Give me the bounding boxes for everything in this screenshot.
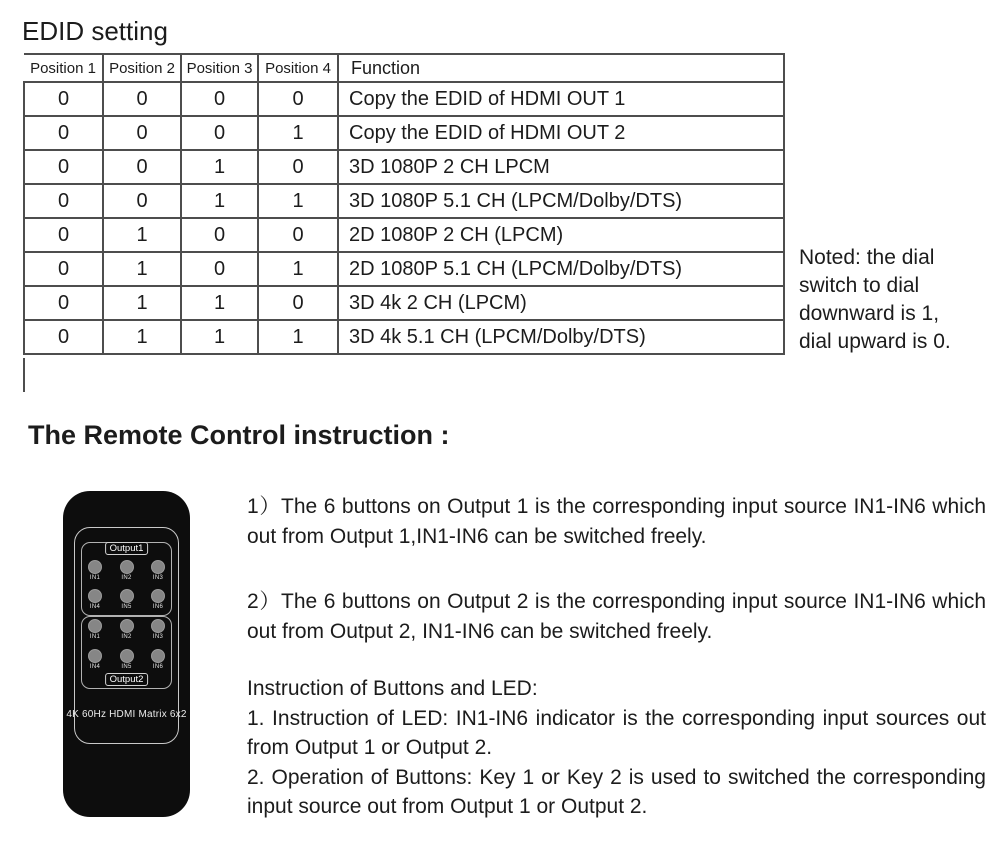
button-label: IN6 bbox=[152, 604, 164, 610]
table-cell: 0 bbox=[24, 150, 103, 184]
header-function: Function bbox=[338, 54, 784, 82]
table-cell: 1 bbox=[181, 286, 258, 320]
table-cell: 0 bbox=[258, 218, 338, 252]
note-line: switch to dial bbox=[799, 274, 920, 297]
button-circle bbox=[88, 649, 102, 663]
button-row bbox=[83, 619, 170, 641]
table-row bbox=[24, 82, 784, 116]
edid-setting-heading: EDID setting bbox=[22, 16, 168, 46]
table-row bbox=[24, 150, 784, 184]
table-cell: 1 bbox=[103, 286, 181, 320]
table-row bbox=[24, 218, 784, 252]
button-label: IN4 bbox=[89, 604, 101, 610]
function-cell: 3D 4k 2 CH (LPCM) bbox=[338, 286, 784, 320]
button-row bbox=[83, 649, 170, 671]
remote-button-in4 bbox=[83, 589, 107, 611]
table-cell: 0 bbox=[258, 82, 338, 116]
remote-button-in5 bbox=[115, 589, 139, 611]
dial-switch-note bbox=[799, 244, 989, 356]
table-cell: 0 bbox=[103, 150, 181, 184]
function-cell: 3D 4k 5.1 CH (LPCM/Dolby/DTS) bbox=[338, 320, 784, 354]
table-row bbox=[24, 184, 784, 218]
instruction-paragraph-2: 2）The 6 buttons on Output 2 is the corresponding input source IN1-IN6 which out from Output 2, IN1-IN6 can be switched freely. bbox=[247, 590, 986, 643]
function-cell: Copy the EDID of HDMI OUT 2 bbox=[338, 116, 784, 150]
table-cell: 0 bbox=[24, 82, 103, 116]
table-cell: 0 bbox=[181, 218, 258, 252]
table-row bbox=[24, 116, 784, 150]
table-cell: 1 bbox=[258, 116, 338, 150]
button-label: IN5 bbox=[121, 664, 132, 670]
table-cell: 1 bbox=[258, 320, 338, 354]
remote-button-in5 bbox=[115, 649, 139, 671]
table-cell: 1 bbox=[258, 252, 338, 286]
table-row bbox=[24, 286, 784, 320]
button-label: IN1 bbox=[89, 575, 101, 581]
table-cell: 0 bbox=[24, 320, 103, 354]
remote-button-in3 bbox=[146, 560, 170, 582]
table-left-border-fragment bbox=[23, 358, 25, 392]
function-cell: 3D 1080P 2 CH LPCM bbox=[338, 150, 784, 184]
output1-label: Output1 bbox=[105, 542, 149, 555]
table-cell: 0 bbox=[103, 82, 181, 116]
instruction-led-line: 1. Instruction of LED: IN1-IN6 indicator is the corresponding input sources out from Output 1 or Output 2. bbox=[247, 706, 986, 759]
table-cell: 1 bbox=[103, 320, 181, 354]
function-cell: 2D 1080P 5.1 CH (LPCM/Dolby/DTS) bbox=[338, 252, 784, 286]
table-cell: 0 bbox=[258, 150, 338, 184]
remote-button-in3 bbox=[146, 619, 170, 641]
instruction-block-buttons-led bbox=[247, 674, 986, 822]
remote-button-in1 bbox=[83, 560, 107, 582]
button-circle bbox=[151, 589, 165, 603]
button-circle bbox=[120, 619, 134, 633]
table-row bbox=[24, 320, 784, 354]
header-position-3: Position 3 bbox=[181, 54, 258, 82]
remote-button-in4 bbox=[83, 649, 107, 671]
remote-button-in1 bbox=[83, 619, 107, 641]
table-cell: 0 bbox=[24, 184, 103, 218]
function-cell: 3D 1080P 5.1 CH (LPCM/Dolby/DTS) bbox=[338, 184, 784, 218]
button-circle bbox=[120, 649, 134, 663]
button-circle bbox=[120, 589, 134, 603]
button-circle bbox=[88, 619, 102, 633]
button-label: IN4 bbox=[89, 664, 101, 670]
button-label: IN6 bbox=[152, 664, 164, 670]
table-cell: 1 bbox=[181, 320, 258, 354]
remote-button-in2 bbox=[115, 560, 139, 582]
button-row bbox=[83, 560, 170, 582]
function-cell: 2D 1080P 2 CH (LPCM) bbox=[338, 218, 784, 252]
button-circle bbox=[88, 589, 102, 603]
table-cell: 0 bbox=[258, 286, 338, 320]
table-cell: 1 bbox=[103, 218, 181, 252]
remote-model-label: 4K 60Hz HDMI Matrix 6x2 bbox=[66, 709, 187, 720]
button-circle bbox=[151, 619, 165, 633]
table-cell: 0 bbox=[24, 218, 103, 252]
table-cell: 0 bbox=[24, 286, 103, 320]
instruction-paragraph-1: 1）The 6 buttons on Output 1 is the corresponding input source IN1-IN6 which out from Output 1,IN1-IN6 can be switched freely. bbox=[247, 495, 986, 548]
remote-control-heading: The Remote Control instruction : bbox=[28, 420, 450, 450]
edid-setting-table bbox=[23, 53, 785, 355]
header-position-2: Position 2 bbox=[103, 54, 181, 82]
button-label: IN1 bbox=[89, 634, 101, 640]
table-cell: 1 bbox=[181, 184, 258, 218]
button-circle bbox=[120, 560, 134, 574]
table-cell: 0 bbox=[181, 252, 258, 286]
table-cell: 0 bbox=[181, 116, 258, 150]
button-circle bbox=[151, 560, 165, 574]
function-cell: Copy the EDID of HDMI OUT 1 bbox=[338, 82, 784, 116]
button-label: IN3 bbox=[152, 575, 164, 581]
header-position-1: Position 1 bbox=[24, 54, 103, 82]
button-label: IN2 bbox=[121, 634, 132, 640]
table-cell: 1 bbox=[103, 252, 181, 286]
output2-label: Output2 bbox=[105, 673, 149, 686]
button-label: IN2 bbox=[121, 575, 132, 581]
table-cell: 0 bbox=[103, 116, 181, 150]
table-row bbox=[24, 252, 784, 286]
header-position-4: Position 4 bbox=[258, 54, 338, 82]
remote-button-in6 bbox=[146, 649, 170, 671]
table-cell: 0 bbox=[24, 116, 103, 150]
instruction-intro-line: Instruction of Buttons and LED: bbox=[247, 677, 538, 700]
instruction-buttons-line: 2. Operation of Buttons: Key 1 or Key 2 is used to switched the corresponding input source out from Output 1 or Output 2. bbox=[247, 765, 986, 818]
table-cell: 0 bbox=[181, 82, 258, 116]
remote-button-in2 bbox=[115, 619, 139, 641]
remote-control-image bbox=[63, 491, 190, 817]
note-line: downward is 1, bbox=[799, 302, 940, 325]
note-line: dial upward is 0. bbox=[799, 330, 951, 353]
table-cell: 1 bbox=[258, 184, 338, 218]
button-label: IN3 bbox=[152, 634, 164, 640]
table-header-row bbox=[24, 54, 784, 82]
table-cell: 1 bbox=[181, 150, 258, 184]
button-label: IN5 bbox=[121, 604, 132, 610]
remote-instructions-text bbox=[247, 492, 986, 822]
table-cell: 0 bbox=[24, 252, 103, 286]
table-cell: 0 bbox=[103, 184, 181, 218]
button-circle bbox=[88, 560, 102, 574]
button-circle bbox=[151, 649, 165, 663]
note-line: Noted: the dial bbox=[799, 246, 935, 269]
button-row bbox=[83, 589, 170, 611]
remote-button-in6 bbox=[146, 589, 170, 611]
